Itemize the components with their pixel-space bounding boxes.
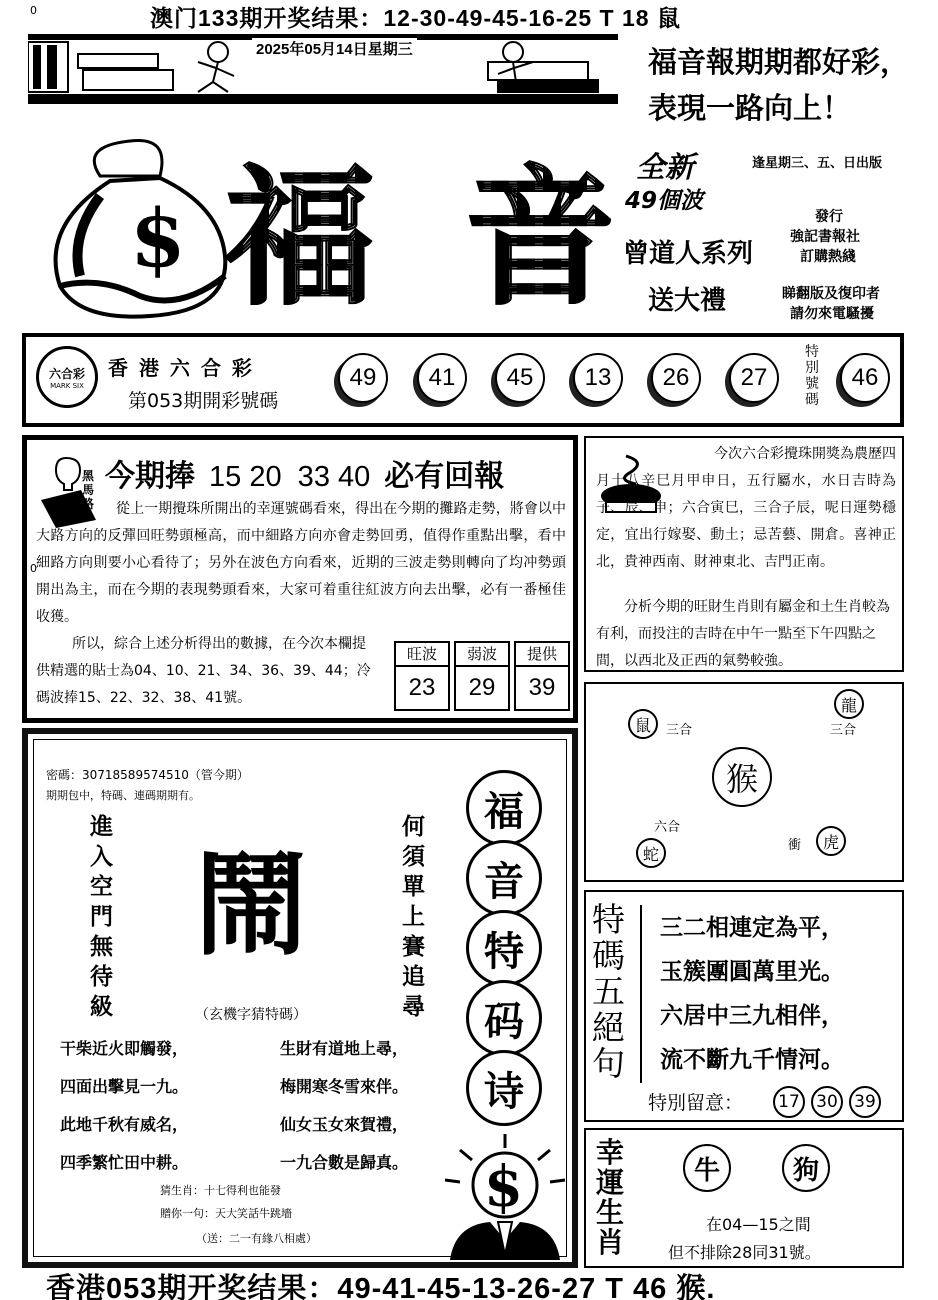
- mark-six-logo: [36, 346, 98, 408]
- draw-ball-2: [417, 353, 467, 403]
- heading-numbers: 15 20 33 40: [209, 461, 371, 493]
- title-circle-3: [466, 910, 542, 986]
- riddle-note: （玄機字猜特碼）: [195, 1007, 307, 1023]
- zodiac-center-char: 猴: [725, 760, 758, 798]
- icon-label-char: 路: [82, 496, 95, 511]
- title-circle-char: 特: [484, 927, 524, 975]
- today-paragraph-1: 從上一期攪珠所開出的幸運號碼看來，得出在今期的攤路走勢，將會以中大路方向的反彈回旺勢頭極高，而中細路方向亦會走勢回勇，值得作重點出擊，看中細路方向則要小心看待了；另外在波色方向看來，近期的三波走勢則轉向了均冲勢頭開出為主，而在今期的表現勢頭看來，大家可着重往紅波方向去出擊，必有一番極佳收獲。: [36, 501, 566, 625]
- today-heading: [105, 451, 504, 495]
- brand-char-2: 音: [464, 149, 615, 326]
- title-circle-char: 福: [484, 787, 524, 835]
- title-circle-char: 诗: [484, 1067, 524, 1115]
- special-label-char: 別: [805, 360, 819, 377]
- almanac-text: 今次六合彩攪珠開獎為農歷四月十八辛巳月甲申日，五行屬水，水日吉時為子、辰、申；六合寅巳，三合子辰，呢日運勢穩定，宜出行嫁娶、動土；忌苦藝、開倉。喜神正北，貴神西南、財神東北、吉門正南。: [596, 446, 896, 570]
- table-cell-1: [394, 641, 450, 711]
- macau-result: 澳门133期开奖结果：12-30-49-45-16-25 T 18 鼠: [150, 5, 681, 31]
- zodiac-node-char: 虎: [822, 832, 839, 852]
- zodiac-label-3: 六合: [654, 820, 681, 835]
- dollar-icon: $: [484, 1154, 523, 1220]
- verse-char: 何: [402, 813, 425, 840]
- gift-label: 送大禮: [648, 286, 727, 316]
- verse-char: 賽: [402, 933, 425, 960]
- left-vertical-verse: [90, 812, 113, 1022]
- verse-char: 入: [90, 843, 113, 870]
- special-label: [805, 344, 819, 408]
- verse-char: 尋: [402, 993, 425, 1020]
- verse-char: 進: [90, 813, 113, 840]
- table-label: 旺波: [396, 643, 448, 667]
- send-line: （送：二一有緣八相處）: [196, 1232, 317, 1245]
- title-circle-5: [466, 1050, 542, 1126]
- right-vertical-verse: [402, 812, 425, 1022]
- wave-label: 49個波: [625, 188, 704, 214]
- special-ball: [840, 353, 890, 403]
- poem-line: 仙女玉女來賀禮，: [280, 1115, 409, 1134]
- special-label-char: 特: [805, 344, 819, 360]
- lucky-exclude: 但不排除28同31號。: [668, 1243, 821, 1262]
- draw-number: 49: [349, 364, 377, 391]
- draw-number: 26: [662, 364, 690, 391]
- verse-char: 無: [90, 933, 113, 960]
- draw-ball-1: [338, 353, 388, 403]
- special-poem-line: 流不斷九千情河。: [660, 1046, 844, 1073]
- title-circle-1: [466, 770, 542, 846]
- zodiac-node-snake: [636, 838, 666, 868]
- title-circle-4: [466, 980, 542, 1056]
- special-label-char: 碼: [805, 392, 819, 409]
- heading-prefix: 今期捧: [105, 459, 195, 494]
- verse-char: 須: [402, 843, 425, 870]
- lucky-title-char: 生: [596, 1196, 625, 1229]
- special-poem-line: 三二相連定為平，: [660, 914, 844, 941]
- icon-label-char: 馬: [82, 482, 95, 497]
- table-label: 弱波: [456, 643, 508, 667]
- special-poem-line: 六居中三九相伴，: [660, 1002, 844, 1029]
- title-circle-2: [466, 840, 542, 916]
- brand-masthead: [225, 150, 615, 325]
- sub-line: 期期包中，特碼、連碼期期有。: [46, 789, 200, 802]
- zodiac-node-char: 龍: [840, 695, 857, 715]
- poem-line: 此地千秋有威名，: [60, 1115, 189, 1134]
- note-number-1: [773, 1086, 805, 1118]
- special-label-char: 號: [805, 376, 819, 393]
- poem-line: 干柴近火即觸發，: [60, 1039, 189, 1058]
- zodiac-node-rat: [628, 709, 658, 739]
- side-mark: 0: [30, 562, 37, 575]
- verse-char: 待: [90, 963, 113, 990]
- warning-line1: 睇翻版及復印者: [782, 286, 880, 302]
- note-number: 17: [778, 1092, 800, 1112]
- zodiac-label-2: 三合: [830, 723, 857, 738]
- money-man-illustration: [440, 1130, 570, 1260]
- special-poem-divider: [640, 905, 642, 1083]
- zodiac-center: [712, 747, 772, 807]
- money-bag-illustration: [40, 136, 240, 326]
- title-char: 句: [592, 1044, 625, 1083]
- poem-line: 梅開寒冬雪來伴。: [280, 1077, 409, 1096]
- verse-char: 級: [90, 993, 113, 1020]
- lucky-animal: 狗: [792, 1155, 819, 1186]
- title-char: 五: [592, 972, 625, 1011]
- draw-title: 香 港 六 合 彩: [108, 356, 254, 380]
- logo-sub: MARK SIX: [50, 381, 84, 390]
- note-number-2: [811, 1086, 843, 1118]
- zodiac-node-dragon: [834, 689, 864, 719]
- draw-ball-3: [495, 353, 545, 403]
- draw-ball-4: [573, 353, 623, 403]
- poem-line: 生財有道地上尋，: [280, 1039, 409, 1058]
- zodiac-label-1: 三合: [666, 723, 693, 738]
- series-label: 曾道人系列: [623, 239, 754, 269]
- logo-text: 六合彩: [48, 366, 85, 381]
- table-value: 29: [468, 674, 496, 701]
- almanac-analysis: 分析今期的旺財生肖則有屬金和土生肖較為有利，而投注的吉時在中午一點至下午四點之間，以西北及正西的氣勢較強。: [596, 599, 890, 669]
- dollar-icon: $: [130, 191, 186, 285]
- slogan-line1: 福音報期期都好彩，: [648, 45, 910, 79]
- special-poem-title: [592, 902, 625, 1082]
- table-label: 提供: [516, 643, 568, 667]
- hotline-label: 訂購熱綫: [800, 249, 856, 265]
- guess-line: 猜生肖：十七得利也能發: [160, 1184, 281, 1197]
- special-number: 46: [851, 364, 879, 391]
- schedule-text: 逢星期三、五、日出版: [752, 156, 883, 171]
- draw-number: 13: [584, 364, 612, 391]
- zodiac-node-tiger: [816, 826, 846, 856]
- draw-ball-6: [729, 353, 779, 403]
- lucky-animal: 牛: [693, 1155, 720, 1186]
- warning-line2: 請勿來電騷擾: [790, 306, 874, 322]
- code-line: 密碼：30718589574510（管今期）: [46, 768, 249, 782]
- heading-suffix: 必有回報: [384, 459, 505, 494]
- corner-mark: 0: [30, 4, 37, 17]
- note-number-3: [849, 1086, 881, 1118]
- table-cell-2: [454, 641, 510, 711]
- table-value: 39: [528, 674, 556, 701]
- lucky-animal-dog: [782, 1144, 830, 1192]
- verse-char: 單: [402, 873, 425, 900]
- publisher-label: 發行: [815, 209, 843, 225]
- lucky-title: [596, 1138, 624, 1258]
- title-circle-char: 音: [484, 857, 524, 905]
- poem-right-col: [280, 1030, 408, 1182]
- verse-char: 追: [402, 963, 425, 990]
- slogan-line2: 表現一路向上！: [648, 91, 852, 125]
- zodiac-node-char: 鼠: [634, 715, 651, 735]
- draw-number: 27: [740, 364, 768, 391]
- title-char: 絕: [592, 1008, 625, 1047]
- today-paragraph-2: 所以，綜合上述分析得出的數據，在今次本欄提供精選的貼士為04、10、21、34、36、39、44；冷碼波捧15、22、32、38、41號。: [36, 636, 371, 706]
- lucky-title-char: 肖: [596, 1226, 625, 1259]
- icon-label-char: 黑: [82, 469, 95, 483]
- poem-line: 四面出擊見一九。: [60, 1077, 189, 1096]
- draw-ball-5: [651, 353, 701, 403]
- table-cell-3: [514, 641, 570, 711]
- special-note-label: 特別留意：: [648, 1092, 744, 1114]
- lucky-title-char: 運: [596, 1166, 625, 1199]
- publisher-name: 強記書報社: [790, 229, 860, 245]
- verse-char: 門: [90, 903, 113, 930]
- special-poem-lines: [660, 906, 844, 1082]
- hk-result-footer: 香港053期开奖结果：49-41-45-13-26-27 T 46 猴.: [46, 1273, 716, 1300]
- draw-number: 45: [506, 364, 534, 391]
- lucky-animal-ox: [683, 1144, 731, 1192]
- poem-left-col: [60, 1030, 188, 1182]
- verse-char: 上: [402, 903, 425, 930]
- poem-line: 四季繁忙田中耕。: [60, 1153, 189, 1172]
- runner-left-icon: [198, 42, 234, 92]
- draw-number: 41: [428, 364, 456, 391]
- issue-date: 2025年05月14日星期三: [252, 38, 417, 59]
- poem-line: 一九合數是歸真。: [280, 1153, 409, 1172]
- zodiac-label-4: 衝: [788, 838, 802, 853]
- note-number: 30: [816, 1092, 838, 1112]
- lucky-title-char: 幸: [596, 1136, 625, 1169]
- table-value: 23: [408, 674, 436, 701]
- gift-line: 贈你一句：天大笑話牛跳墻: [160, 1207, 292, 1220]
- lucky-range: 在04—15之間: [706, 1215, 811, 1234]
- draw-period: 第053期開彩號碼: [128, 390, 279, 412]
- special-poem-line: 玉簇團圓萬里光。: [660, 958, 844, 985]
- brand-char-1: 福: [225, 149, 376, 326]
- title-char: 碼: [592, 936, 625, 975]
- note-number: 39: [854, 1092, 876, 1112]
- verse-char: 空: [90, 873, 113, 900]
- new-label: 全新: [636, 150, 695, 184]
- zodiac-node-char: 蛇: [642, 844, 659, 864]
- title-circle-char: 码: [484, 997, 524, 1045]
- riddle-character: 鬧: [195, 840, 307, 971]
- title-char: 特: [592, 900, 625, 939]
